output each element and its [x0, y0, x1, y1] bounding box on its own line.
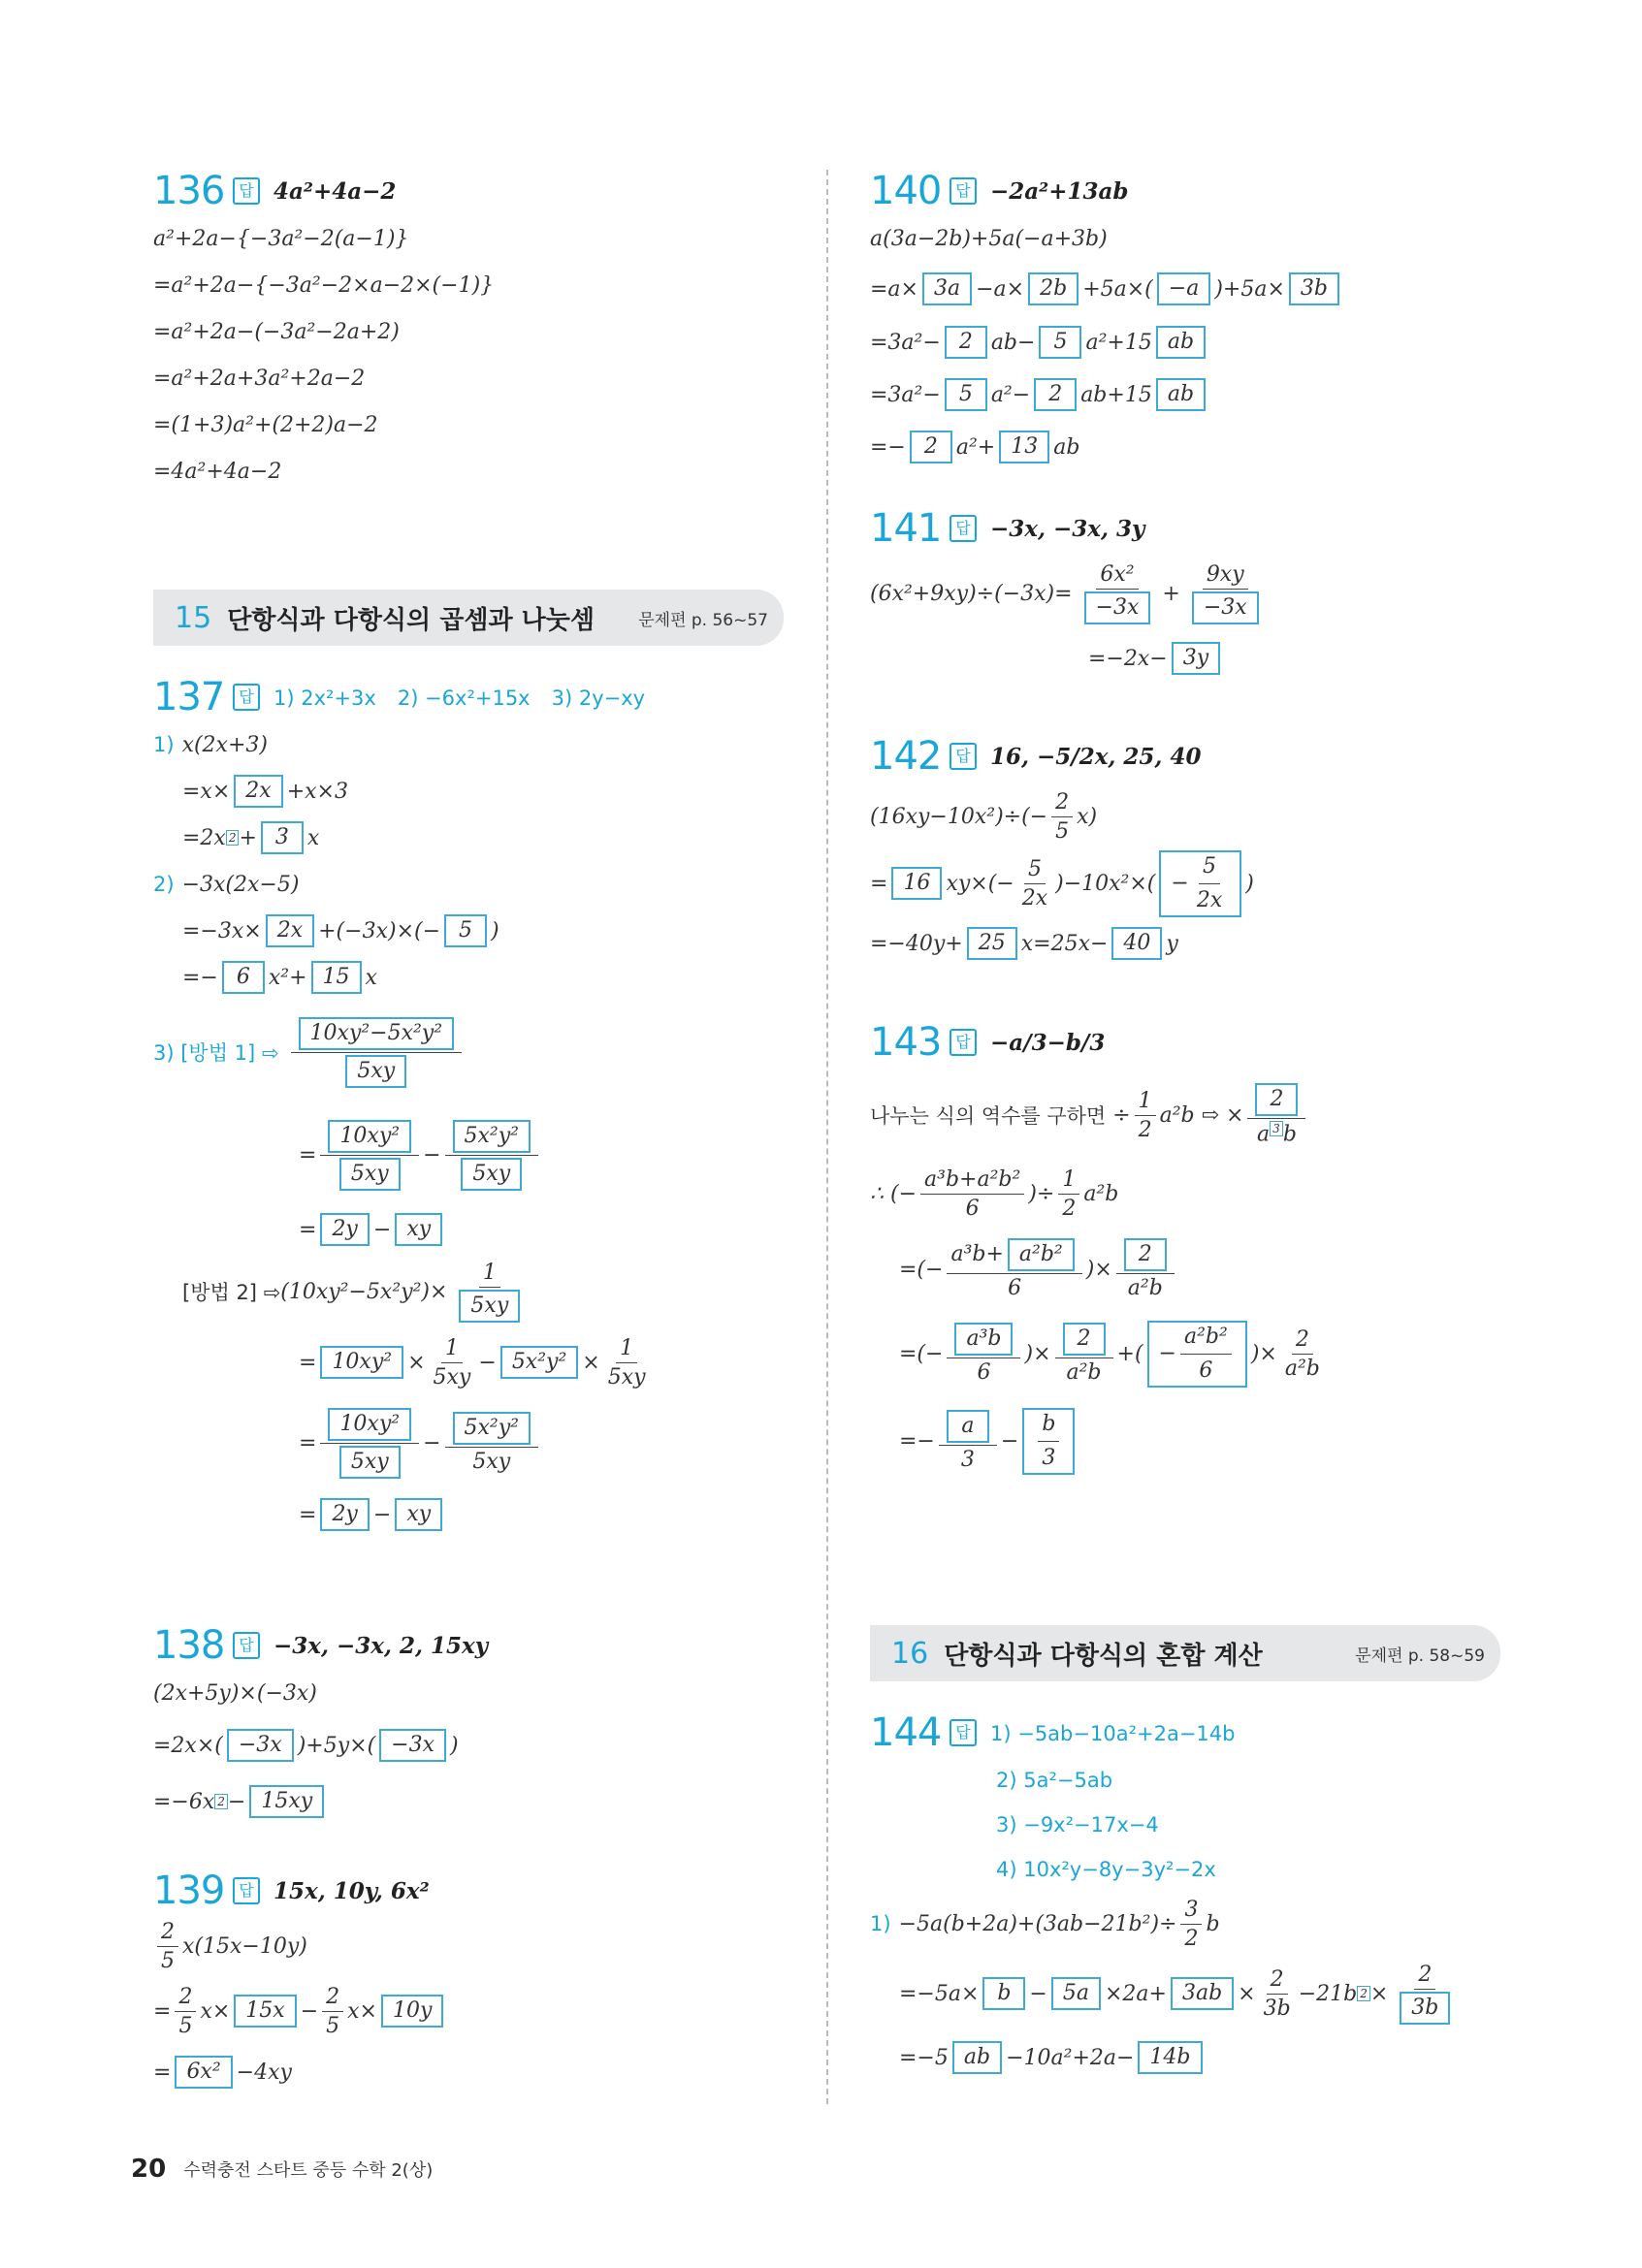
- fraction-numerator: b: [1038, 1410, 1059, 1442]
- answer-box: 14b: [1138, 2041, 1202, 2074]
- expression: (6x²+9xy)÷(−3x)=: [870, 581, 1073, 606]
- fraction-denominator: 5: [161, 1948, 175, 1973]
- answer-box: 3b: [1289, 272, 1339, 305]
- problem-number: 144: [870, 1710, 942, 1755]
- answer-box-small: 2: [226, 830, 240, 846]
- section-title: 단항식과 다항식의 곱셈과 나눗셈: [227, 605, 595, 635]
- answer: −3x, −3x, 3y: [990, 515, 1145, 542]
- part-label: 2): [153, 873, 175, 896]
- answer-box: xy: [395, 1213, 442, 1246]
- answer-box: 2x: [234, 775, 282, 808]
- answer-box: $\frac{b}{3}$: [1022, 1408, 1075, 1475]
- answer: 16, −5/2x, 25, 40: [990, 743, 1202, 770]
- expression: (10xy²−5x²y²)×: [280, 1279, 448, 1304]
- expression: (2x+5y)×(−3x): [153, 1680, 317, 1706]
- problem-137: 137 답 1) 2x²+3x 2) −6x²+15x 3) 2y−xy 1) x(2x+3) =x× 2x +x×3 =2x 2 + 3 x 2) −3x(2x−5) =−3x× 2x +(−3x)×(− 5 ) =− 6 x²+ 15 x 3) [방법 1] ⇨ $\frac{\text{10xy²−5x²y²}}{5xy}$ = $\frac{\text{10xy²}}{5xy}$ − $\frac{\text{5x²y²}}{5xy}$ = 2y − xy [방법 2] ⇨ (10xy²−5x²y²)× $\frac{1}{5xy}$ = 10xy² × $\frac{1}{5xy}$ − 5x²y² × $\frac{1}{5xy}$ = $\frac{\text{10xy²}}{5xy}$ − $\frac{\text{5x²y²}}{5xy}$ = 2y − xy: [153, 673, 654, 1538]
- answer-1: 1) −5ab−10a²+2a−14b: [990, 1721, 1236, 1745]
- answer-box-small: 2: [1357, 1986, 1370, 2001]
- answer: 4a²+4a−2: [274, 177, 397, 205]
- answer: −3x, −3x, 2, 15xy: [274, 1632, 489, 1659]
- section-header-15: [153, 590, 784, 646]
- answer-box: 2: [1124, 1238, 1167, 1271]
- expression: −3x(2x−5): [181, 872, 300, 897]
- answer-box: 5xy: [339, 1158, 401, 1191]
- answer-4: 4) 10x²y−8y−3y²−2x: [996, 1857, 1216, 1881]
- fraction-numerator: 6x²: [1096, 562, 1138, 590]
- answer-box: 6x²: [175, 2056, 232, 2089]
- answer-box: 2: [945, 326, 987, 359]
- answer-badge: 답: [950, 515, 977, 542]
- fraction-denominator: 5xy: [472, 1450, 511, 1474]
- answer-box: 3: [261, 821, 304, 854]
- problem-143: 143 답 −a/3−b/3 나누는 식의 역수를 구하면 ÷ $\frac{1}{2}$ a²b ⇨ × $\frac{2}{a 3 b}$ ∴ (− $\frac{\text{a³b+a²b²}}{6}$ )÷ $\frac{1}{2}$ a²b =(− $\frac{\text{a³b+ a²b²}}{6}$ )× $\frac{2}{\text{a²b}}$ =(− $\frac{\text{a³b}}{6}$ )× $\frac{2}{\text{a²b}}$ +( − $\frac{\text{a²b²}}{6}$ )× $\frac{2}{\text{a²b}}$ =− $\frac{a}{3}$ − $\frac{b}{3}$: [870, 1013, 1328, 1485]
- expression: (16xy−10x²)÷: [870, 804, 1022, 829]
- step: =a²+2a+3a²+2a−2: [153, 366, 366, 391]
- problem-number: 137: [153, 675, 225, 719]
- problem-number: 138: [153, 1623, 225, 1668]
- answer-box: 2y: [320, 1213, 369, 1246]
- fraction-denominator: 5xy: [607, 1364, 646, 1390]
- answer-1: 1) 2x²+3x: [274, 686, 376, 710]
- answer-box: 3a: [922, 272, 972, 305]
- answer-box: a²b²: [1008, 1238, 1075, 1271]
- fraction-denominator: a²b: [1127, 1276, 1163, 1300]
- fraction-numerator: 1: [479, 1261, 500, 1288]
- problem-138: 138 답 −3x, −3x, 2, 15xy (2x+5y)×(−3x) =2x×( −3x )+5y×( −3x ) =−6x 2 − 15xy: [153, 1621, 488, 1829]
- answer-box: a³b: [954, 1323, 1013, 1356]
- problem-number: 141: [870, 506, 942, 551]
- answer-box: − $\frac{5}{2x}$: [1159, 850, 1241, 917]
- answer-box: 15x: [234, 1995, 296, 2028]
- book-title: 수력충전 스타트 중등 수학 2(상): [183, 2160, 434, 2181]
- answer-box: ab: [1156, 326, 1206, 359]
- step: =a²+2a−{−3a²−2×a−2×(−1)}: [153, 272, 495, 298]
- answer-box: 15: [311, 961, 362, 994]
- answer-box: 10y: [381, 1995, 443, 2028]
- column-divider: [826, 170, 828, 2104]
- method-1-label: 3) [방법 1] ⇨: [153, 1041, 279, 1065]
- answer-3: 3) 2y−xy: [551, 686, 646, 710]
- problem-142: 142 답 16, −5/2x, 25, 40 (16xy−10x²)÷ (− $\frac{2}{5}$ x) = 16 xy×(− $\frac{5}{2x}$ )−10x²×( − $\frac{5}{2x}$ ) =−40y+ 25 x=25x− 40 y: [870, 727, 1254, 968]
- fraction-numerator: 2: [157, 1920, 178, 1947]
- section-title: 단항식과 다항식의 혼합 계산: [944, 1641, 1263, 1671]
- answer-box: 3y: [1172, 642, 1220, 675]
- answer-badge: 답: [950, 1029, 977, 1056]
- answer-box: − $\frac{\text{a²b²}}{6}$: [1147, 1321, 1247, 1388]
- problem-139: 139 답 15x, 10y, 6x² $\frac{2}{5}$ x(15x−10y) = $\frac{2}{5}$ x× 15x − $\frac{2}{5}$ x× 10y = 6x² −4xy: [153, 1867, 447, 2099]
- fraction-numerator: a²b²: [1180, 1323, 1232, 1355]
- answer-badge: 답: [950, 1719, 977, 1746]
- problem-number: 139: [153, 1869, 225, 1913]
- fraction-numerator: 2: [322, 1985, 343, 2012]
- section-ref: 문제편 p. 56~57: [638, 610, 768, 630]
- answer-box: b: [982, 1977, 1025, 2010]
- problem-number: 140: [870, 169, 942, 213]
- answer-badge: 답: [233, 1632, 260, 1659]
- answer-box: 2: [1034, 378, 1077, 411]
- answer-box: −3x: [379, 1729, 446, 1762]
- fraction-denominator: 5: [326, 2013, 340, 2038]
- problem-number: 136: [153, 169, 225, 213]
- answer-badge: 답: [233, 1877, 260, 1904]
- answer-box: 5x²y²: [500, 1346, 578, 1379]
- part-label: 1): [153, 733, 175, 756]
- answer-box: −a: [1157, 272, 1211, 305]
- answer-2: 2) −6x²+15x: [397, 686, 531, 710]
- page-number: 20: [131, 2155, 167, 2184]
- answer-box: 5xy: [339, 1446, 401, 1479]
- section-header-16: [870, 1625, 1500, 1681]
- step: =a²+2a−(−3a²−2a+2): [153, 319, 400, 344]
- expression: −5a(b+2a)+(3ab−21b²)÷: [898, 1911, 1177, 1936]
- expression: −4xy: [236, 2060, 292, 2085]
- answer-box: 5xy: [459, 1290, 520, 1323]
- expression: x(15x−10y): [182, 1933, 307, 1959]
- answer-box: a: [947, 1410, 989, 1443]
- answer-box: 10xy²: [320, 1346, 403, 1379]
- answer-badge: 답: [950, 743, 977, 770]
- fraction-denominator: 5: [178, 2013, 193, 2038]
- answer-badge: 답: [950, 177, 977, 205]
- problem-144: 144 답 1) −5ab−10a²+2a−14b 2) 5a²−5ab 3) −9x²−17x−4 4) 10x²y−8y−3y²−2x 1) −5a(b+2a)+(3ab−21b²)÷ $\frac{3}{2}$ b =−5a× b − 5a ×2a+ 3ab × $\frac{2}{3b}$ −21b 2 × $\frac{2}{3b}$ =−5 ab −10a²+2a− 14b: [870, 1709, 1462, 2085]
- step: =(1+3)a²+(2+2)a−2: [153, 412, 378, 437]
- method-2-label: [방법 2] ⇨: [182, 1281, 281, 1304]
- answer-badge: 답: [233, 177, 260, 205]
- answer-box: 2: [910, 431, 952, 463]
- fraction-numerator: 2: [175, 1985, 196, 2012]
- answer-box: 5a: [1051, 1977, 1101, 2010]
- answer-box: 5xy: [461, 1158, 522, 1191]
- answer-box: 10xy²: [328, 1120, 411, 1153]
- expression: a(3a−2b)+5a(−a+3b): [870, 226, 1108, 251]
- answer-box: 5x²y²: [453, 1412, 531, 1445]
- fraction-denominator: 5xy: [433, 1364, 471, 1390]
- section-number: 16: [891, 1636, 929, 1671]
- section-number: 15: [175, 600, 212, 635]
- answer-box: 10xy²: [328, 1408, 411, 1441]
- answer-badge: 답: [233, 684, 260, 711]
- answer-box: 3b: [1400, 1992, 1450, 2025]
- answer-box: ab: [952, 2041, 1002, 2074]
- answer-box: 2: [1255, 1083, 1298, 1116]
- answer-box: 2y: [320, 1498, 369, 1531]
- answer: −a/3−b/3: [990, 1029, 1106, 1056]
- problem-136: [153, 167, 494, 495]
- answer-box-small: 2: [214, 1794, 228, 1809]
- problem-number: 143: [870, 1020, 942, 1065]
- answer-box: ab: [1156, 378, 1206, 411]
- part-label: 1): [870, 1912, 891, 1935]
- instruction: 나누는 식의 역수를 구하면: [870, 1104, 1107, 1128]
- answer-2: 2) 5a²−5ab: [996, 1768, 1113, 1792]
- answer: −2a²+13ab: [990, 177, 1129, 205]
- page-footer: [131, 2155, 433, 2184]
- answer-box: 5: [945, 378, 987, 411]
- answer-box: 16: [891, 867, 942, 900]
- fraction-numerator: 1: [441, 1336, 463, 1363]
- answer-box: 5: [1039, 326, 1081, 359]
- answer-box: 5: [444, 914, 487, 947]
- fraction-numerator: 2: [1292, 1327, 1313, 1355]
- answer-box: 13: [999, 431, 1049, 463]
- step: a²+2a−{−3a²−2(a−1)}: [153, 226, 409, 251]
- answer: 15x, 10y, 6x²: [274, 1877, 430, 1904]
- answer-box: 3ab: [1171, 1977, 1234, 2010]
- answer-box: xy: [395, 1498, 442, 1531]
- answer-box: 5x²y²: [453, 1120, 531, 1153]
- answer-box: −3x: [1192, 591, 1259, 624]
- answer-box: 40: [1111, 927, 1162, 960]
- answer-box: 2x: [266, 914, 314, 947]
- answer-box: 2b: [1028, 272, 1079, 305]
- answer-box: −3x: [227, 1729, 294, 1762]
- section-ref: 문제편 p. 58~59: [1355, 1645, 1485, 1666]
- problem-140: 140 답 −2a²+13ab a(3a−2b)+5a(−a+3b) =a× 3a −a× 2b +5a×( −a )+5a× 3b =3a²− 2 ab− 5 a²+15 ab =3a²− 5 a²− 2 ab+15 ab =− 2 a²+ 13 ab: [870, 167, 1343, 473]
- answer-box: 5xy: [345, 1055, 406, 1088]
- answer-box: −3x: [1084, 591, 1151, 624]
- answer-3: 3) −9x²−17x−4: [996, 1812, 1159, 1837]
- problem-number: 142: [870, 734, 942, 779]
- answer-box: 25: [967, 927, 1017, 960]
- expression: x(2x+3): [181, 732, 268, 757]
- step: =4a²+4a−2: [153, 459, 282, 484]
- answer-box: 2: [1063, 1323, 1106, 1356]
- problem-141: 141 답 −3x, −3x, 3y (6x²+9xy)÷(−3x)= $\frac{\text{6x²}}{-3x}$ + $\frac{9xy}{-3x}$ =−2x− 3y: [870, 504, 1271, 683]
- answer-box: 10xy²−5x²y²: [299, 1017, 455, 1050]
- answer-box: 6: [222, 961, 265, 994]
- fraction-numerator: 9xy: [1203, 562, 1248, 590]
- fraction-numerator: 1: [616, 1336, 637, 1363]
- answer-box: 15xy: [249, 1785, 324, 1818]
